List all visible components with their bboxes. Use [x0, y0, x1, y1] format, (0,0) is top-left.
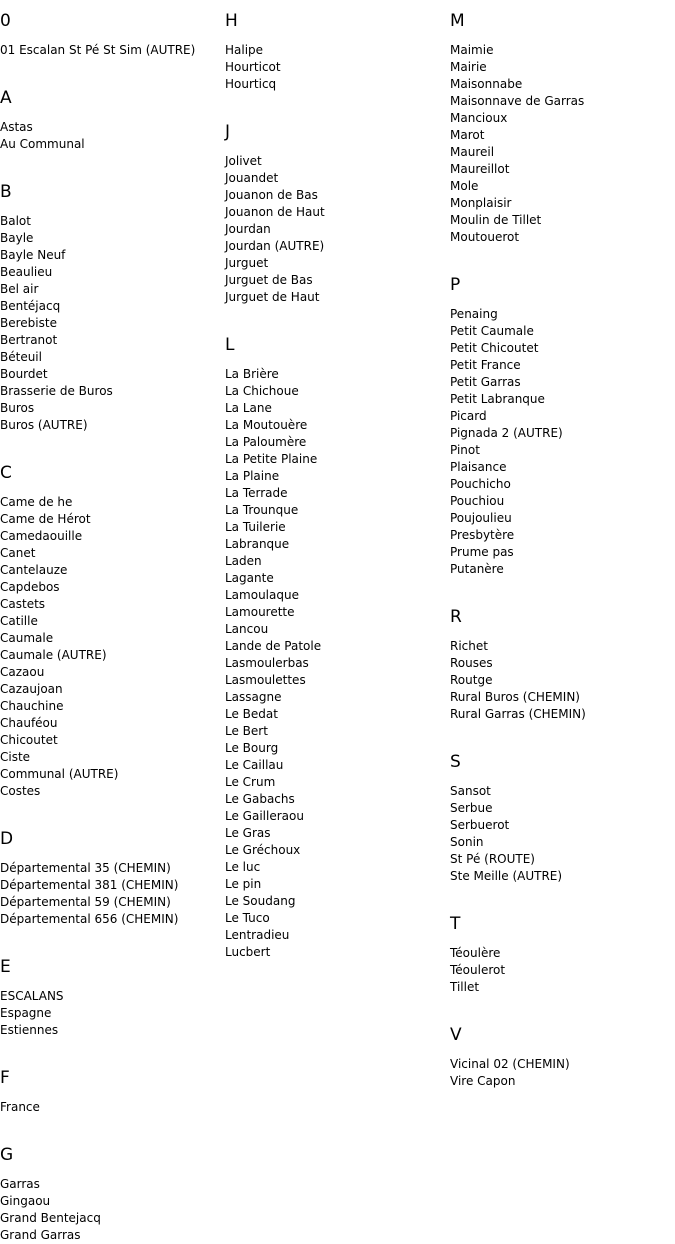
- entry-link[interactable]: Camedaouille: [0, 529, 83, 543]
- section-letter-heading: V: [450, 1025, 462, 1045]
- entry-link[interactable]: Communal (AUTRE): [0, 767, 119, 781]
- entry-link[interactable]: Rouses: [450, 656, 493, 670]
- entry-list: [0, 213, 222, 434]
- entry-link[interactable]: Le Gailleraou: [225, 809, 304, 823]
- entry-link[interactable]: St Pé (ROUTE): [450, 852, 535, 866]
- entry-link[interactable]: Lande de Patole: [225, 639, 322, 653]
- entry-link[interactable]: Béteuil: [0, 350, 42, 364]
- entry-link[interactable]: ESCALANS: [0, 989, 64, 1003]
- entry-link[interactable]: Bertranot: [0, 333, 58, 347]
- entry-link[interactable]: Le Soudang: [225, 894, 296, 908]
- entry-link[interactable]: Jurguet de Bas: [225, 273, 313, 287]
- letter-section: [0, 87, 222, 153]
- entry-link[interactable]: Le Bedat: [225, 707, 278, 721]
- entry-link[interactable]: La Chichoue: [225, 384, 299, 398]
- entry-link[interactable]: Catille: [0, 614, 38, 628]
- entry-link[interactable]: Poujoulieu: [450, 511, 512, 525]
- entry-link[interactable]: Picard: [450, 409, 487, 423]
- entry-link[interactable]: Richet: [450, 639, 488, 653]
- entry-link[interactable]: Maisonnabe: [450, 77, 523, 91]
- entry-link[interactable]: Moulin de Tillet: [450, 213, 542, 227]
- entry-link[interactable]: Lasmoulettes: [225, 673, 306, 687]
- entry-link[interactable]: Sansot: [450, 784, 491, 798]
- letter-section: [0, 462, 222, 800]
- entry-link[interactable]: Bayle Neuf: [0, 248, 66, 262]
- entry-link[interactable]: Labranque: [225, 537, 290, 551]
- entry-list: [0, 1176, 222, 1244]
- entry-link[interactable]: Jolivet: [225, 154, 262, 168]
- section-letter-heading: E: [0, 957, 11, 977]
- entry-link[interactable]: Jouanon de Haut: [225, 205, 325, 219]
- entry-link[interactable]: Sonin: [450, 835, 484, 849]
- entry-link[interactable]: Lagante: [225, 571, 274, 585]
- entry-link[interactable]: Caumale (AUTRE): [0, 648, 107, 662]
- section-letter-heading: S: [450, 752, 461, 772]
- entry-link[interactable]: Espagne: [0, 1006, 52, 1020]
- section-letter-heading: R: [450, 607, 462, 627]
- entry-link[interactable]: Grand Garras: [0, 1228, 81, 1242]
- letter-section: [450, 274, 672, 578]
- letter-section: [0, 956, 222, 1039]
- entry-list: [225, 366, 447, 961]
- entry-link[interactable]: Pignada 2 (AUTRE): [450, 426, 563, 440]
- entry-link[interactable]: Pouchicho: [450, 477, 511, 491]
- entry-list: [0, 119, 222, 153]
- entry-link[interactable]: Putanère: [450, 562, 504, 576]
- section-letter-heading: M: [450, 11, 465, 31]
- entry-link[interactable]: Canet: [0, 546, 36, 560]
- entry-link[interactable]: Pinot: [450, 443, 480, 457]
- entry-list: [0, 1099, 222, 1116]
- entry-link[interactable]: Beaulieu: [0, 265, 53, 279]
- entry-link[interactable]: Jurguet de Haut: [225, 290, 320, 304]
- letter-section: [0, 1067, 222, 1116]
- entry-link[interactable]: Chauchine: [0, 699, 64, 713]
- letter-section: [0, 828, 222, 928]
- entry-link[interactable]: La Petite Plaine: [225, 452, 318, 466]
- letter-section: [0, 1144, 222, 1244]
- letter-section: [225, 121, 447, 306]
- entry-link[interactable]: Halipe: [225, 43, 264, 57]
- entry-link[interactable]: Lasmoulerbas: [225, 656, 309, 670]
- entry-link[interactable]: Buros (AUTRE): [0, 418, 88, 432]
- entry-link[interactable]: Plaisance: [450, 460, 507, 474]
- entry-link[interactable]: Balot: [0, 214, 31, 228]
- entry-list: [450, 42, 672, 246]
- entry-link[interactable]: La Terrade: [225, 486, 288, 500]
- entry-link[interactable]: Capdebos: [0, 580, 60, 594]
- index-column-1: [0, 0, 222, 1244]
- entry-link[interactable]: Rural Buros (CHEMIN): [450, 690, 580, 704]
- entry-link[interactable]: Le pin: [225, 877, 262, 891]
- entry-link[interactable]: Mole: [450, 179, 479, 193]
- entry-link[interactable]: Ciste: [0, 750, 31, 764]
- entry-link[interactable]: Rural Garras (CHEMIN): [450, 707, 586, 721]
- entry-link[interactable]: Presbytère: [450, 528, 515, 542]
- section-letter-heading: J: [225, 122, 231, 142]
- entry-link[interactable]: Penaing: [450, 307, 498, 321]
- section-letter-heading: 0: [0, 11, 11, 31]
- entry-link[interactable]: 01 Escalan St Pé St Sim (AUTRE): [0, 43, 196, 57]
- letter-section: [225, 10, 447, 93]
- entry-link[interactable]: Petit Chicoutet: [450, 341, 539, 355]
- entry-link[interactable]: La Tuilerie: [225, 520, 286, 534]
- entry-link[interactable]: Serbuerot: [450, 818, 510, 832]
- entry-link[interactable]: Maureillot: [450, 162, 510, 176]
- section-letter-heading: B: [0, 182, 12, 202]
- letter-section: [450, 10, 672, 246]
- entry-link[interactable]: Lassagne: [225, 690, 282, 704]
- entry-link[interactable]: Marot: [450, 128, 485, 142]
- entry-link[interactable]: Lancou: [225, 622, 269, 636]
- entry-link[interactable]: Caumale: [0, 631, 54, 645]
- section-letter-heading: D: [0, 829, 14, 849]
- entry-link[interactable]: Bel air: [0, 282, 39, 296]
- entry-list: [225, 42, 447, 93]
- entry-link[interactable]: Berebiste: [0, 316, 57, 330]
- entry-link[interactable]: Le Bourg: [225, 741, 279, 755]
- entry-link[interactable]: Téoulère: [450, 946, 501, 960]
- entry-link[interactable]: La Brière: [225, 367, 279, 381]
- entry-link[interactable]: Mancioux: [450, 111, 508, 125]
- entry-link[interactable]: Petit Caumale: [450, 324, 534, 338]
- entry-link[interactable]: Cazaou: [0, 665, 45, 679]
- entry-link[interactable]: Hourticq: [225, 77, 277, 91]
- entry-link[interactable]: Petit Labranque: [450, 392, 545, 406]
- entry-link[interactable]: Le Crum: [225, 775, 276, 789]
- section-letter-heading: F: [0, 1068, 10, 1088]
- entry-link[interactable]: Castets: [0, 597, 46, 611]
- entry-link[interactable]: Cantelauze: [0, 563, 68, 577]
- entry-link[interactable]: Le Gréchoux: [225, 843, 301, 857]
- entry-link[interactable]: La Moutouère: [225, 418, 308, 432]
- entry-list: [450, 638, 672, 723]
- entry-link[interactable]: Bayle: [0, 231, 34, 245]
- entry-link[interactable]: Bentéjacq: [0, 299, 61, 313]
- entry-link[interactable]: Maimie: [450, 43, 494, 57]
- entry-link[interactable]: Départemental 59 (CHEMIN): [0, 895, 171, 909]
- entry-link[interactable]: Petit France: [450, 358, 521, 372]
- entry-link[interactable]: Le Tuco: [225, 911, 270, 925]
- entry-link[interactable]: Brasserie de Buros: [0, 384, 113, 398]
- entry-link[interactable]: Chicoutet: [0, 733, 58, 747]
- entry-list: [450, 1056, 672, 1090]
- entry-link[interactable]: Moutouerot: [450, 230, 520, 244]
- entry-link[interactable]: Gingaou: [0, 1194, 51, 1208]
- entry-link[interactable]: Lucbert: [225, 945, 271, 959]
- entry-link[interactable]: Chauféou: [0, 716, 58, 730]
- entry-link[interactable]: Laden: [225, 554, 262, 568]
- entry-link[interactable]: Jourdan (AUTRE): [225, 239, 325, 253]
- letter-section: [450, 913, 672, 996]
- section-letter-heading: T: [450, 914, 461, 934]
- entry-link[interactable]: Routge: [450, 673, 493, 687]
- entry-link[interactable]: Costes: [0, 784, 41, 798]
- section-letter-heading: G: [0, 1145, 14, 1165]
- section-letter-heading: L: [225, 335, 235, 355]
- entry-link[interactable]: Jouandet: [225, 171, 279, 185]
- section-letter-heading: C: [0, 463, 12, 483]
- entry-link[interactable]: Serbue: [450, 801, 493, 815]
- entry-link[interactable]: Came de he: [0, 495, 73, 509]
- entry-link[interactable]: Came de Hérot: [0, 512, 91, 526]
- entry-list: [0, 42, 222, 59]
- entry-link[interactable]: Buros: [0, 401, 35, 415]
- entry-link[interactable]: Hourticot: [225, 60, 281, 74]
- letter-section: [0, 181, 222, 434]
- entry-link[interactable]: Maisonnave de Garras: [450, 94, 585, 108]
- entry-link[interactable]: Départemental 656 (CHEMIN): [0, 912, 179, 926]
- entry-link[interactable]: Vicinal 02 (CHEMIN): [450, 1057, 570, 1071]
- index-column-2: [225, 0, 447, 961]
- entry-link[interactable]: Estiennes: [0, 1023, 59, 1037]
- entry-list: [450, 945, 672, 996]
- entry-list: [450, 306, 672, 578]
- letter-section: [0, 10, 222, 59]
- index-column-3: [450, 0, 672, 1090]
- entry-link[interactable]: Prume pas: [450, 545, 514, 559]
- entry-link[interactable]: Départemental 35 (CHEMIN): [0, 861, 171, 875]
- letter-section: [225, 334, 447, 961]
- entry-link[interactable]: Pouchiou: [450, 494, 505, 508]
- entry-link[interactable]: Jurguet: [225, 256, 269, 270]
- entry-link[interactable]: Le Bert: [225, 724, 268, 738]
- entry-link[interactable]: Téoulerot: [450, 963, 506, 977]
- entry-link[interactable]: Tillet: [450, 980, 480, 994]
- entry-link[interactable]: France: [0, 1100, 40, 1114]
- entry-link[interactable]: Mairie: [450, 60, 487, 74]
- entry-list: [450, 783, 672, 885]
- entry-link[interactable]: Le Gras: [225, 826, 271, 840]
- section-letter-heading: H: [225, 11, 238, 31]
- entry-link[interactable]: La Paloumère: [225, 435, 307, 449]
- entry-link[interactable]: Vire Capon: [450, 1074, 516, 1088]
- entry-link[interactable]: La Trounque: [225, 503, 299, 517]
- entry-link[interactable]: Ste Meille (AUTRE): [450, 869, 563, 883]
- entry-link[interactable]: Lamoulaque: [225, 588, 299, 602]
- entry-link[interactable]: Lamourette: [225, 605, 295, 619]
- entry-link[interactable]: Monplaisir: [450, 196, 512, 210]
- entry-link[interactable]: Le Caillau: [225, 758, 284, 772]
- entry-link[interactable]: Jouanon de Bas: [225, 188, 318, 202]
- entry-list: [225, 153, 447, 306]
- entry-link[interactable]: Maureil: [450, 145, 495, 159]
- entry-link[interactable]: Le luc: [225, 860, 261, 874]
- entry-link[interactable]: Le Gabachs: [225, 792, 295, 806]
- entry-link[interactable]: La Lane: [225, 401, 272, 415]
- entry-link[interactable]: Jourdan: [225, 222, 271, 236]
- entry-list: [0, 494, 222, 800]
- entry-link[interactable]: Départemental 381 (CHEMIN): [0, 878, 179, 892]
- entry-link[interactable]: Lentradieu: [225, 928, 290, 942]
- entry-link[interactable]: Cazaujoan: [0, 682, 63, 696]
- entry-link[interactable]: Grand Bentejacq: [0, 1211, 101, 1225]
- entry-link[interactable]: Bourdet: [0, 367, 48, 381]
- letter-section: [450, 751, 672, 885]
- entry-link[interactable]: Garras: [0, 1177, 40, 1191]
- entry-list: [0, 988, 222, 1039]
- entry-link[interactable]: Petit Garras: [450, 375, 521, 389]
- letter-section: [450, 1024, 672, 1090]
- section-letter-heading: P: [450, 275, 461, 295]
- letter-section: [450, 606, 672, 723]
- entry-link[interactable]: Astas: [0, 120, 33, 134]
- entry-link[interactable]: La Plaine: [225, 469, 280, 483]
- section-letter-heading: A: [0, 88, 12, 108]
- entry-list: [0, 860, 222, 928]
- entry-link[interactable]: Au Communal: [0, 137, 85, 151]
